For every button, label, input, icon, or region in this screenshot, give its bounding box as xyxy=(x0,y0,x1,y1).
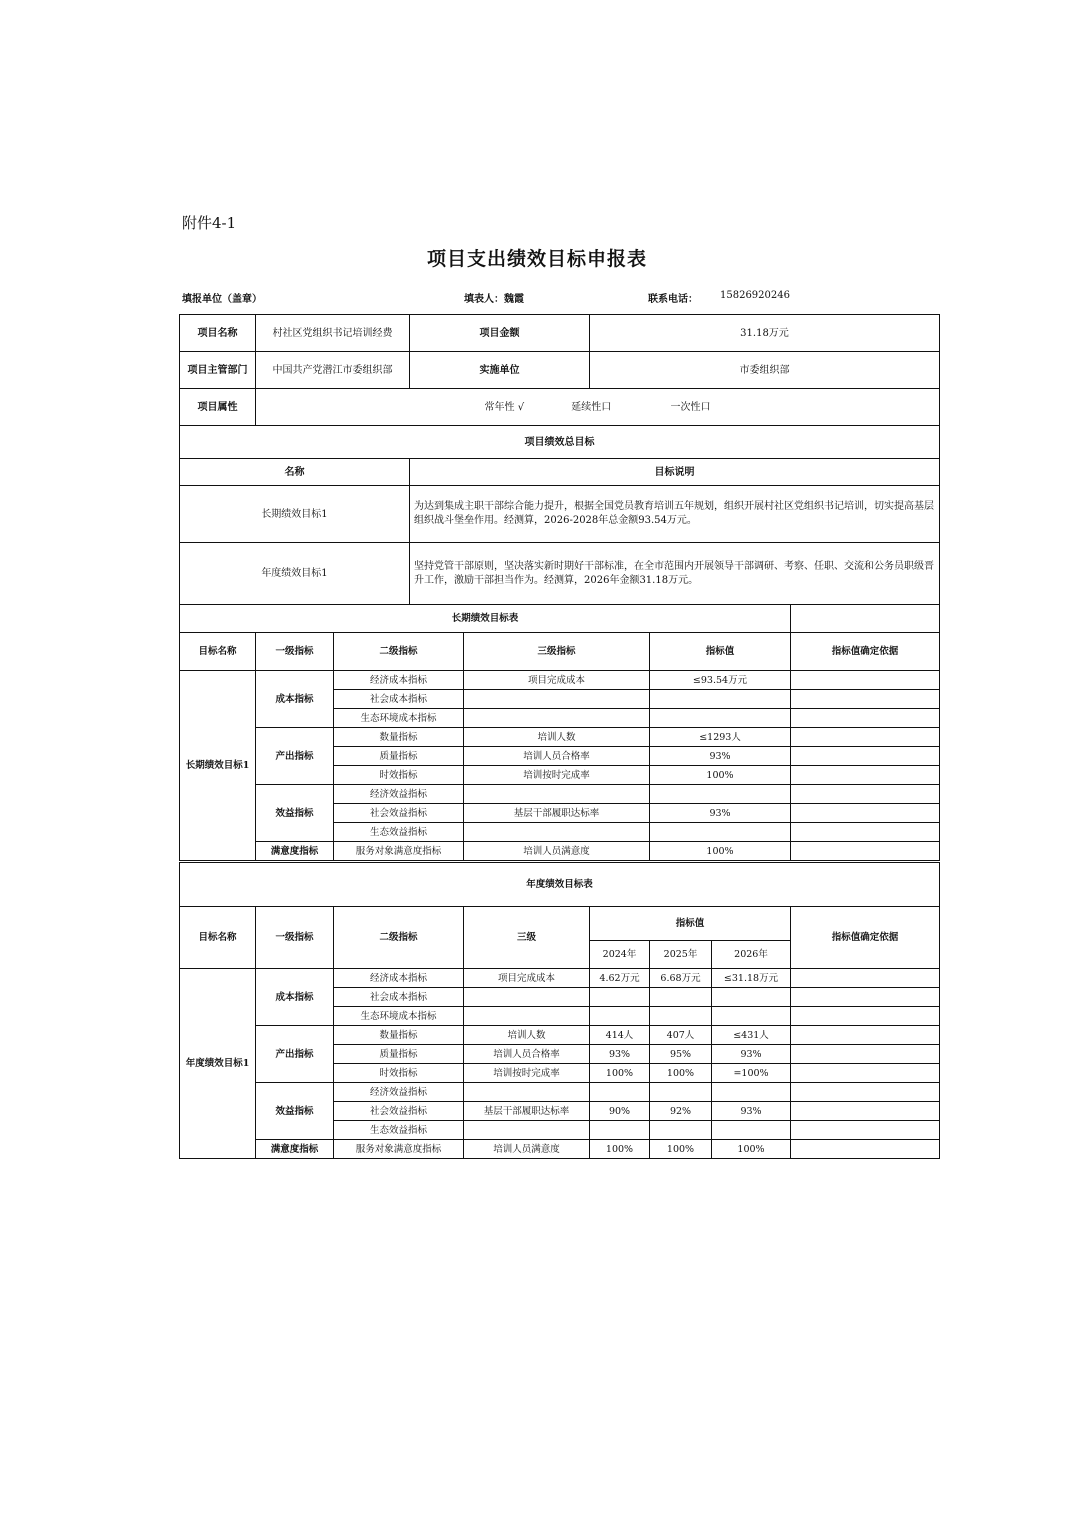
level2-cell: 生态效益指标 xyxy=(334,823,464,842)
level1-cell: 产出指标 xyxy=(256,1026,334,1083)
level2-cell: 数量指标 xyxy=(334,728,464,747)
filler-label: 填表人：魏霞 xyxy=(464,294,524,305)
level3-cell: 培训人数 xyxy=(464,728,650,747)
level1-cell: 满意度指标 xyxy=(256,1140,334,1159)
basis-cell xyxy=(791,1102,940,1121)
year-table-heading: 年度绩效目标表 xyxy=(180,863,940,907)
level3-cell xyxy=(464,1007,590,1026)
level2-cell: 数量指标 xyxy=(334,1026,464,1045)
basis-cell xyxy=(791,1026,940,1045)
year-col-2026: 2026年 xyxy=(712,941,791,969)
level2-cell: 社会效益指标 xyxy=(334,804,464,823)
year-value-cell: 414人 xyxy=(590,1026,650,1045)
level2-cell: 质量指标 xyxy=(334,1045,464,1064)
dept-label: 项目主管部门 xyxy=(180,352,256,389)
year-header-target: 目标名称 xyxy=(180,907,256,969)
year-value-cell xyxy=(712,1007,791,1026)
year-value-cell: 95% xyxy=(650,1045,712,1064)
year-value-cell: 90% xyxy=(590,1102,650,1121)
year-header-level3: 三级 xyxy=(464,907,590,969)
level2-cell: 质量指标 xyxy=(334,747,464,766)
project-info-table xyxy=(179,314,940,605)
attr-option-continuing: 延续性口 xyxy=(571,401,612,413)
level2-cell: 服务对象满意度指标 xyxy=(334,842,464,861)
basis-cell xyxy=(791,969,940,988)
level3-cell xyxy=(464,988,590,1007)
level2-cell: 经济成本指标 xyxy=(334,671,464,690)
basis-cell xyxy=(791,988,940,1007)
year-goal-desc: 坚持党管干部原则，坚决落实新时期好干部标准，在全市范围内开展领导干部调研、考察、任职、交流和公务员职级晋升工作，激励干部担当作为。经测算，2026年金额31.18万元。 xyxy=(410,543,940,605)
level3-cell: 基层干部履职达标率 xyxy=(464,1102,590,1121)
project-name-value: 村社区党组织书记培训经费 xyxy=(256,315,410,352)
basis-cell xyxy=(791,709,940,728)
value-cell: 100% xyxy=(650,766,791,785)
year-value-cell: 100% xyxy=(650,1064,712,1083)
value-cell: 93% xyxy=(650,747,791,766)
basis-cell xyxy=(791,766,940,785)
table-row xyxy=(180,842,940,861)
level3-cell xyxy=(464,690,650,709)
level2-cell: 生态效益指标 xyxy=(334,1121,464,1140)
year-value-cell: 100% xyxy=(712,1140,791,1159)
contact-label: 联系电话： xyxy=(648,294,698,305)
long-goal-desc: 为达到集成主职干部综合能力提升，根据全国党员教育培训五年规划，组织开展村社区党组织书记培训，切实提高基层组织战斗堡垒作用。经测算，2026-2028年总金额93.54万元。 xyxy=(410,486,940,543)
year-value-cell: 93% xyxy=(590,1045,650,1064)
table-row xyxy=(180,671,940,690)
level1-cell: 效益指标 xyxy=(256,1083,334,1140)
year-value-cell: 100% xyxy=(590,1064,650,1083)
basis-cell xyxy=(791,1140,940,1159)
long-header-level3: 三级指标 xyxy=(464,633,650,671)
year-value-cell: 100% xyxy=(590,1140,650,1159)
level3-cell: 基层干部履职达标率 xyxy=(464,804,650,823)
year-value-cell: 93% xyxy=(712,1102,791,1121)
year-value-cell: 100% xyxy=(650,1140,712,1159)
long-term-target-table xyxy=(179,604,940,861)
level2-cell: 社会效益指标 xyxy=(334,1102,464,1121)
year-value-cell: 6.68万元 xyxy=(650,969,712,988)
unit-label: 填报单位（盖章） xyxy=(182,294,262,305)
level3-cell: 项目完成成本 xyxy=(464,969,590,988)
level2-cell: 生态环境成本指标 xyxy=(334,709,464,728)
year-header-level1: 一级指标 xyxy=(256,907,334,969)
basis-cell xyxy=(791,804,940,823)
basis-cell xyxy=(791,1121,940,1140)
level3-cell: 培训人员合格率 xyxy=(464,1045,590,1064)
basis-cell xyxy=(791,1045,940,1064)
level3-cell: 培训人数 xyxy=(464,1026,590,1045)
value-cell: ≤1293人 xyxy=(650,728,791,747)
project-attr-options xyxy=(256,389,940,426)
year-col-2024: 2024年 xyxy=(590,941,650,969)
value-cell: 93% xyxy=(650,804,791,823)
level2-cell: 生态环境成本指标 xyxy=(334,1007,464,1026)
year-value-cell xyxy=(650,988,712,1007)
year-value-cell xyxy=(712,988,791,1007)
year-value-cell: 407人 xyxy=(650,1026,712,1045)
year-header-level2: 二级指标 xyxy=(334,907,464,969)
level1-cell: 产出指标 xyxy=(256,728,334,785)
overall-col-desc: 目标说明 xyxy=(410,459,940,486)
level2-cell: 服务对象满意度指标 xyxy=(334,1140,464,1159)
year-value-cell xyxy=(590,1121,650,1140)
long-target-name: 长期绩效目标1 xyxy=(180,671,256,861)
year-header-basis: 指标值确定依据 xyxy=(791,907,940,969)
attachment-label: 附件4-1 xyxy=(182,214,237,232)
level3-cell xyxy=(464,823,650,842)
year-value-cell xyxy=(650,1083,712,1102)
year-target-name: 年度绩效目标1 xyxy=(180,969,256,1159)
year-value-cell: 4.62万元 xyxy=(590,969,650,988)
level3-cell: 培训人员满意度 xyxy=(464,842,650,861)
year-value-cell: =100% xyxy=(712,1064,791,1083)
level2-cell: 社会成本指标 xyxy=(334,690,464,709)
level3-cell: 培训人员满意度 xyxy=(464,1140,590,1159)
table-row xyxy=(180,969,940,988)
level3-cell xyxy=(464,709,650,728)
attr-option-regular: 常年性 √ xyxy=(484,401,525,413)
long-header-value: 指标值 xyxy=(650,633,791,671)
level1-cell: 成本指标 xyxy=(256,671,334,728)
level2-cell: 经济效益指标 xyxy=(334,1083,464,1102)
level2-cell: 社会成本指标 xyxy=(334,988,464,1007)
year-value-cell xyxy=(590,988,650,1007)
project-amount-value: 31.18万元 xyxy=(590,315,940,352)
table-row xyxy=(180,785,940,804)
year-value-cell: 92% xyxy=(650,1102,712,1121)
level2-cell: 时效指标 xyxy=(334,1064,464,1083)
value-cell xyxy=(650,690,791,709)
long-table-heading: 长期绩效目标表 xyxy=(180,605,791,633)
long-header-target: 目标名称 xyxy=(180,633,256,671)
table-row xyxy=(180,1026,940,1045)
value-cell xyxy=(650,785,791,804)
year-value-cell xyxy=(650,1007,712,1026)
level3-cell: 培训按时完成率 xyxy=(464,1064,590,1083)
level2-cell: 经济成本指标 xyxy=(334,969,464,988)
long-header-level1: 一级指标 xyxy=(256,633,334,671)
year-value-cell xyxy=(712,1121,791,1140)
level1-cell: 满意度指标 xyxy=(256,842,334,861)
value-cell xyxy=(650,823,791,842)
impl-unit-value: 市委组织部 xyxy=(590,352,940,389)
level3-cell: 项目完成成本 xyxy=(464,671,650,690)
impl-unit-label: 实施单位 xyxy=(410,352,590,389)
annual-target-table xyxy=(179,862,940,1159)
year-value-cell: ≤31.18万元 xyxy=(712,969,791,988)
overall-col-name: 名称 xyxy=(180,459,410,486)
level1-cell: 成本指标 xyxy=(256,969,334,1026)
value-cell xyxy=(650,709,791,728)
year-col-2025: 2025年 xyxy=(650,941,712,969)
table-row xyxy=(180,1140,940,1159)
year-header-value: 指标值 xyxy=(590,907,791,941)
year-value-cell: 93% xyxy=(712,1045,791,1064)
overall-goal-heading: 项目绩效总目标 xyxy=(180,426,940,459)
year-value-cell: ≤431人 xyxy=(712,1026,791,1045)
level1-cell: 效益指标 xyxy=(256,785,334,842)
year-value-cell xyxy=(712,1083,791,1102)
year-table-body xyxy=(180,969,940,1159)
long-goal-label: 长期绩效目标1 xyxy=(180,486,410,543)
basis-cell xyxy=(791,690,940,709)
contact-phone: 15826920246 xyxy=(720,290,790,301)
level2-cell: 经济效益指标 xyxy=(334,785,464,804)
value-cell: 100% xyxy=(650,842,791,861)
attr-option-once: 一次性口 xyxy=(670,401,711,413)
dept-value: 中国共产党潜江市委组织部 xyxy=(256,352,410,389)
basis-cell xyxy=(791,842,940,861)
basis-cell xyxy=(791,823,940,842)
basis-cell xyxy=(791,1083,940,1102)
project-attr-label: 项目属性 xyxy=(180,389,256,426)
level3-cell: 培训按时完成率 xyxy=(464,766,650,785)
year-value-cell xyxy=(590,1083,650,1102)
level3-cell xyxy=(464,785,650,804)
basis-cell xyxy=(791,747,940,766)
basis-cell xyxy=(791,1064,940,1083)
year-value-cell xyxy=(650,1121,712,1140)
long-header-level2: 二级指标 xyxy=(334,633,464,671)
level2-cell: 时效指标 xyxy=(334,766,464,785)
long-table-heading-blank xyxy=(791,605,940,633)
year-goal-label: 年度绩效目标1 xyxy=(180,543,410,605)
long-table-body xyxy=(180,671,940,861)
basis-cell xyxy=(791,671,940,690)
basis-cell xyxy=(791,1007,940,1026)
table-row xyxy=(180,1083,940,1102)
level3-cell xyxy=(464,1121,590,1140)
table-row xyxy=(180,728,940,747)
level3-cell: 培训人员合格率 xyxy=(464,747,650,766)
value-cell: ≤93.54万元 xyxy=(650,671,791,690)
long-header-basis: 指标值确定依据 xyxy=(791,633,940,671)
basis-cell xyxy=(791,728,940,747)
basis-cell xyxy=(791,785,940,804)
project-name-label: 项目名称 xyxy=(180,315,256,352)
page-title: 项目支出绩效目标申报表 xyxy=(426,248,647,270)
project-amount-label: 项目金额 xyxy=(410,315,590,352)
year-value-cell xyxy=(590,1007,650,1026)
level3-cell xyxy=(464,1083,590,1102)
